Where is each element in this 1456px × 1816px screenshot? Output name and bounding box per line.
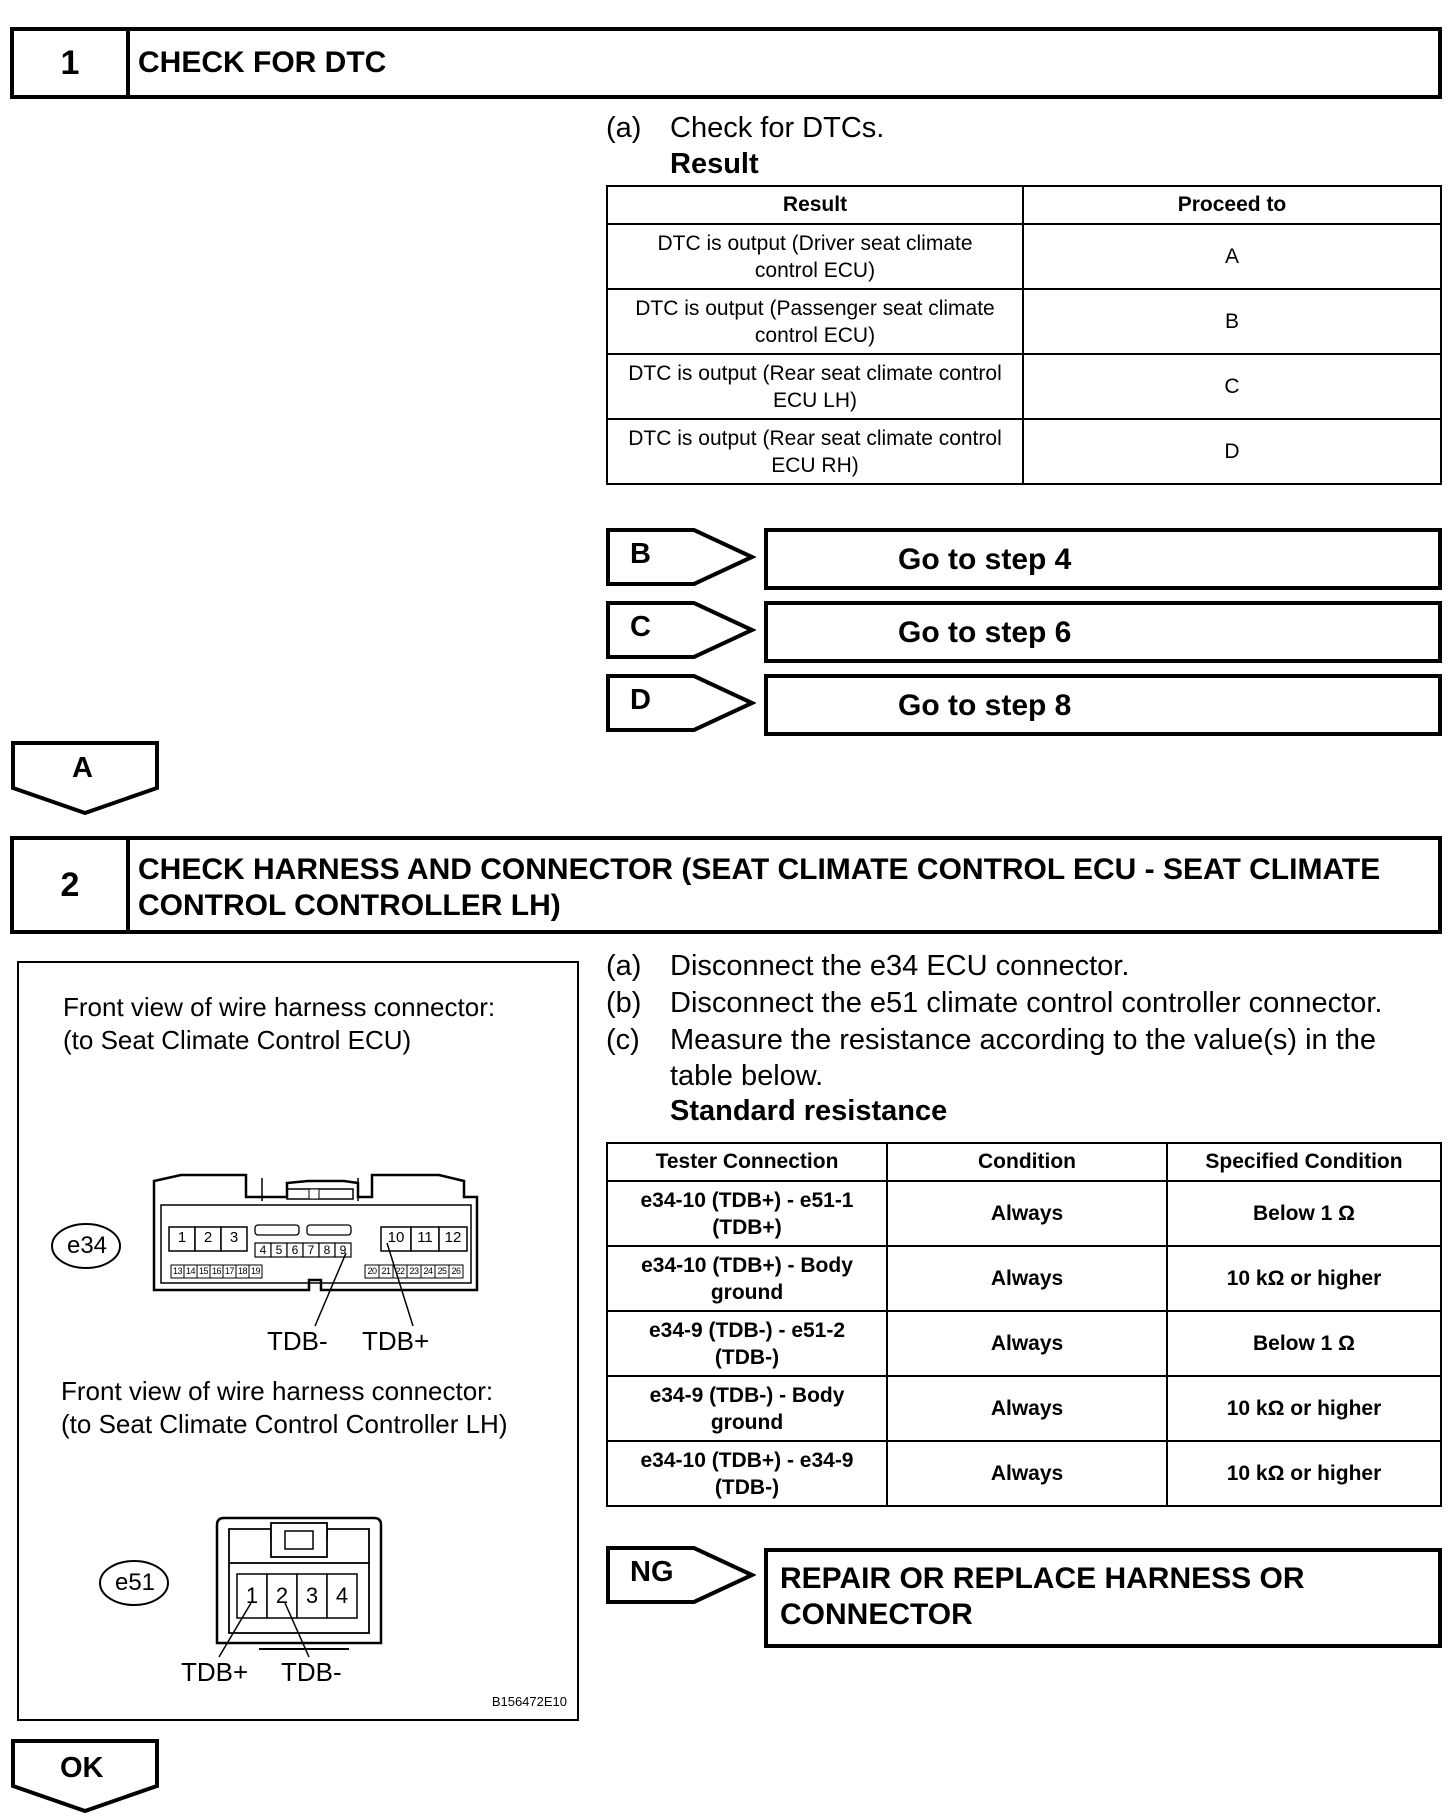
table-header-row (607, 186, 1441, 224)
result-table (606, 185, 1442, 485)
tester-connection-cell: e34-10 (TDB+) - e34-9 (TDB-) (607, 1441, 887, 1506)
result-cell: DTC is output (Rear seat climate control ECU LH) (607, 354, 1023, 419)
ok-code: OK (60, 1752, 104, 1784)
step-number: 1 (14, 31, 130, 95)
instruction-label: (a) (606, 112, 642, 144)
branch-code-d: D (630, 684, 651, 716)
branch-action-c: Go to step 6 (764, 601, 1442, 663)
condition-cell: Always (887, 1376, 1167, 1441)
continue-code-a: A (72, 752, 93, 784)
instruction-b: (b) Disconnect the e51 climate control controller connector. (606, 987, 1383, 1019)
table-row (607, 289, 1441, 354)
branch-action-d: Go to step 8 (764, 674, 1442, 736)
tester-connection-cell: e34-10 (TDB+) - e51-1 (TDB+) (607, 1181, 887, 1246)
result-heading: Result (670, 148, 759, 180)
branch-action-b: Go to step 4 (764, 528, 1442, 590)
instruction-text: Check for DTCs. (670, 112, 885, 144)
step-title: CHECK FOR DTC (138, 46, 387, 79)
column-header: Specified Condition (1167, 1143, 1441, 1181)
result-cell: DTC is output (Rear seat climate control ECU RH) (607, 419, 1023, 484)
column-header: Proceed to (1023, 186, 1441, 224)
instruction-c: (c) Measure the resistance according to the value(s) in the table below. (606, 1024, 1377, 1092)
branch-code-b: B (630, 538, 651, 570)
tester-connection-cell: e34-9 (TDB-) - Body ground (607, 1376, 887, 1441)
proceed-cell: A (1023, 224, 1441, 289)
e34-pin-labels-bottom-right: 20 21 22 23 24 25 26 (367, 1266, 461, 1276)
spec-cell: 10 kΩ or higher (1167, 1376, 1441, 1441)
e51-tdb-minus-label: TDB- (281, 1657, 342, 1687)
proceed-cell: C (1023, 354, 1441, 419)
e34-pin-labels-bottom-left: 13 14 15 16 17 18 19 (172, 1266, 260, 1276)
spec-cell: Below 1 Ω (1167, 1311, 1441, 1376)
spec-cell: 10 kΩ or higher (1167, 1441, 1441, 1506)
spec-cell: Below 1 Ω (1167, 1181, 1441, 1246)
branch-arrow-c (606, 601, 756, 659)
e34-tdb-minus-label: TDB- (267, 1326, 328, 1356)
result-cell: DTC is output (Driver seat climate control ECU) (607, 224, 1023, 289)
condition-cell: Always (887, 1181, 1167, 1246)
column-header: Condition (887, 1143, 1167, 1181)
condition-cell: Always (887, 1246, 1167, 1311)
e51-pin-labels: 1 2 3 4 (245, 1583, 349, 1608)
ng-code: NG (630, 1556, 674, 1588)
instruction-a: (a) Disconnect the e34 ECU connector. (606, 950, 1130, 982)
column-header: Tester Connection (607, 1143, 887, 1181)
resistance-table (606, 1142, 1442, 1507)
controller-caption: Front view of wire harness connector: (to Seat Climate Control Controller LH) (61, 1376, 508, 1439)
e34-id: e34 (66, 1232, 108, 1259)
table-row (607, 419, 1441, 484)
tester-connection-cell: e34-10 (TDB+) - Body ground (607, 1246, 887, 1311)
condition-cell: Always (887, 1441, 1167, 1506)
condition-cell: Always (887, 1311, 1167, 1376)
ng-action: REPAIR OR REPLACE HARNESS OR CONNECTOR (764, 1548, 1442, 1648)
table-header-row (607, 1143, 1441, 1181)
spec-cell: 10 kΩ or higher (1167, 1246, 1441, 1311)
step-number: 2 (14, 840, 130, 930)
table-row (607, 224, 1441, 289)
table-row (607, 1246, 1441, 1311)
figure-code: B156472E10 (491, 1694, 567, 1709)
e34-pin-labels-top-left: 1 2 3 (177, 1229, 239, 1246)
column-header: Result (607, 186, 1023, 224)
branch-arrow-b (606, 528, 756, 586)
e34-tdb-plus-label: TDB+ (362, 1326, 430, 1356)
connector-diagram (17, 961, 579, 1721)
table-row (607, 1441, 1441, 1506)
table-row (607, 1181, 1441, 1246)
standard-resistance-heading: Standard resistance (670, 1095, 948, 1127)
tester-connection-cell: e34-9 (TDB-) - e51-2 (TDB-) (607, 1311, 887, 1376)
branch-arrow-d (606, 674, 756, 732)
e51-tdb-plus-label: TDB+ (181, 1657, 249, 1687)
table-row (607, 1376, 1441, 1441)
table-row (607, 354, 1441, 419)
step-1-header (10, 27, 1442, 99)
step-1-instruction (606, 110, 1436, 150)
table-row (607, 1311, 1441, 1376)
ng-arrow (606, 1546, 756, 1604)
step-title: CHECK HARNESS AND CONNECTOR (SEAT CLIMATE CONTROL ECU - SEAT CLIMATE CONTROL CONTROLLER LH) (138, 853, 1381, 922)
e51-id: e51 (114, 1569, 156, 1596)
proceed-cell: D (1023, 419, 1441, 484)
step-2-header (10, 836, 1442, 934)
e34-pin-labels-mid: 4 5 6 7 8 9 (259, 1243, 347, 1257)
branch-code-c: C (630, 611, 651, 643)
proceed-cell: B (1023, 289, 1441, 354)
ecu-caption: Front view of wire harness connector: (to Seat Climate Control ECU) (63, 992, 496, 1055)
e34-pin-labels-top-right: 10 11 12 (387, 1229, 462, 1246)
result-cell: DTC is output (Passenger seat climate control ECU) (607, 289, 1023, 354)
